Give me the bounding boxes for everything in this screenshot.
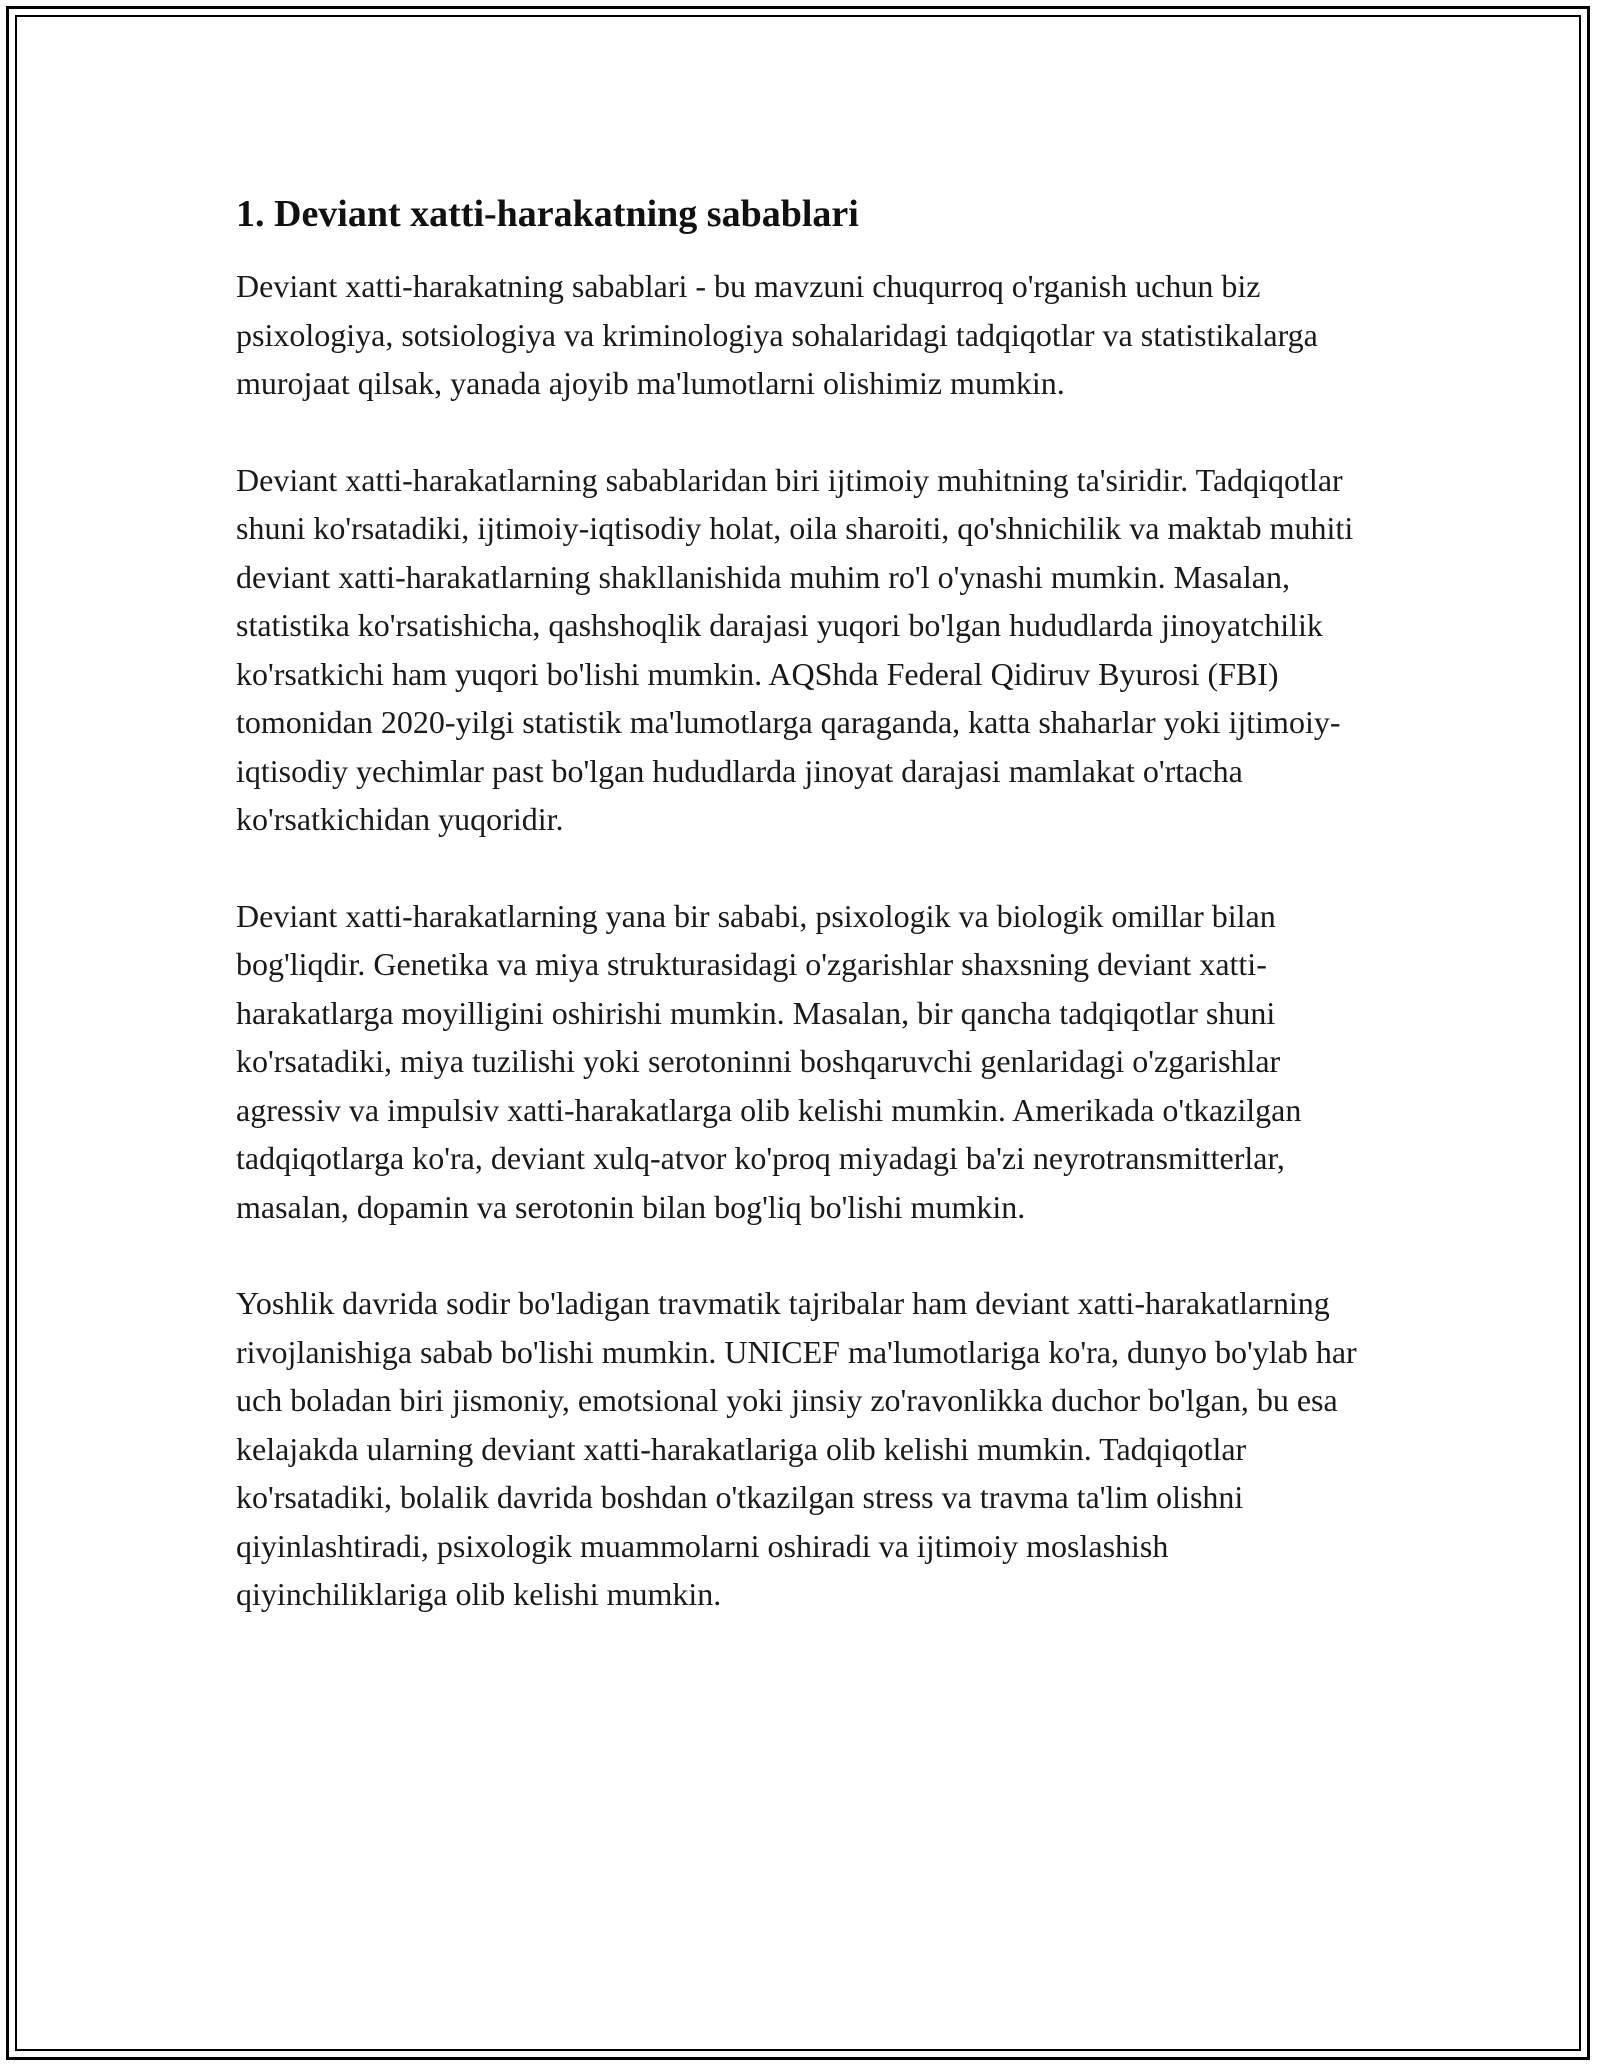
document-body <box>236 186 1376 1667</box>
section-heading: 1. Deviant xatti-harakatning sabablari <box>236 193 859 235</box>
paragraph-psychological-biological: Deviant xatti-harakatlarning yana bir sababi, psixologik va biologik omillar bilan bog'liqdir. Genetika va miya strukturasidagi o'zgarishlar shaxsning deviant xatti-harakatlarga moyilligini oshirishi mumkin. Masalan, bir qancha tadqiqotlar shuni ko'rsatadiki, miya tuzilishi yoki serotoninni boshqaruvchi genlaridagi o'zgarishlar agressiv va impulsiv xatti-harakatlarga olib kelishi mumkin. Amerikada o'tkazilgan tadqiqotlarga ko'ra, deviant xulq-atvor ko'proq miyadagi ba'zi neyrotransmitterlar, masalan, dopamin va serotonin bilan bog'liq bo'lishi mumkin. <box>236 897 1302 1225</box>
paragraph-intro: Deviant xatti-harakatning sabablari - bu mavzuni chuqurroq o'rganish uchun biz psixologiya, sotsiologiya va kriminologiya sohalaridagi tadqiqotlar va statistikalarga murojaat qilsak, yanada ajoyib ma'lumotlarni olishimiz mumkin. <box>236 268 1318 401</box>
paragraph-social-environment: Deviant xatti-harakatlarning sabablaridan biri ijtimoiy muhitning ta'siridir. Tadqiqotlar shuni ko'rsatadiki, ijtimoiy-iqtisodiy holat, oila sharoiti, qo'shnichilik va maktab muhiti deviant xatti-harakatlarning shakllanishida muhim ro'l o'ynashi mumkin. Masalan, statistika ko'rsatishicha, qashshoqlik darajasi yuqori bo'lgan hududlarda jinoyatchilik ko'rsatkichi ham yuqori bo'lishi mumkin. AQShda Federal Qidiruv Byurosi (FBI) tomonidan 2020-yilgi statistik ma'lumotlarga qaraganda, katta shaharlar yoki ijtimoiy-iqtisodiy yechimlar past bo'lgan hududlarda jinoyat darajasi mamlakat o'rtacha ko'rsatkichidan yuqoridir. <box>236 461 1354 837</box>
paragraph-childhood-trauma: Yoshlik davrida sodir bo'ladigan travmatik tajribalar ham deviant xatti-harakatlarning rivojlanishiga sabab bo'lishi mumkin. UNICEF ma'lumotlariga ko'ra, dunyo bo'ylab har uch boladan biri jismoniy, emotsional yoki jinsiy zo'ravonlikka duchor bo'lgan, bu esa kelajakda ularning deviant xatti-harakatlariga olib kelishi mumkin. Tadqiqotlar ko'rsatadiki, bolalik davrida boshdan o'tkazilgan stress va travma ta'lim olishni qiyinlashtiradi, psixologik muammolarni oshiradi va ijtimoiy moslashish qiyinchiliklariga olib kelishi mumkin. <box>236 1285 1357 1612</box>
